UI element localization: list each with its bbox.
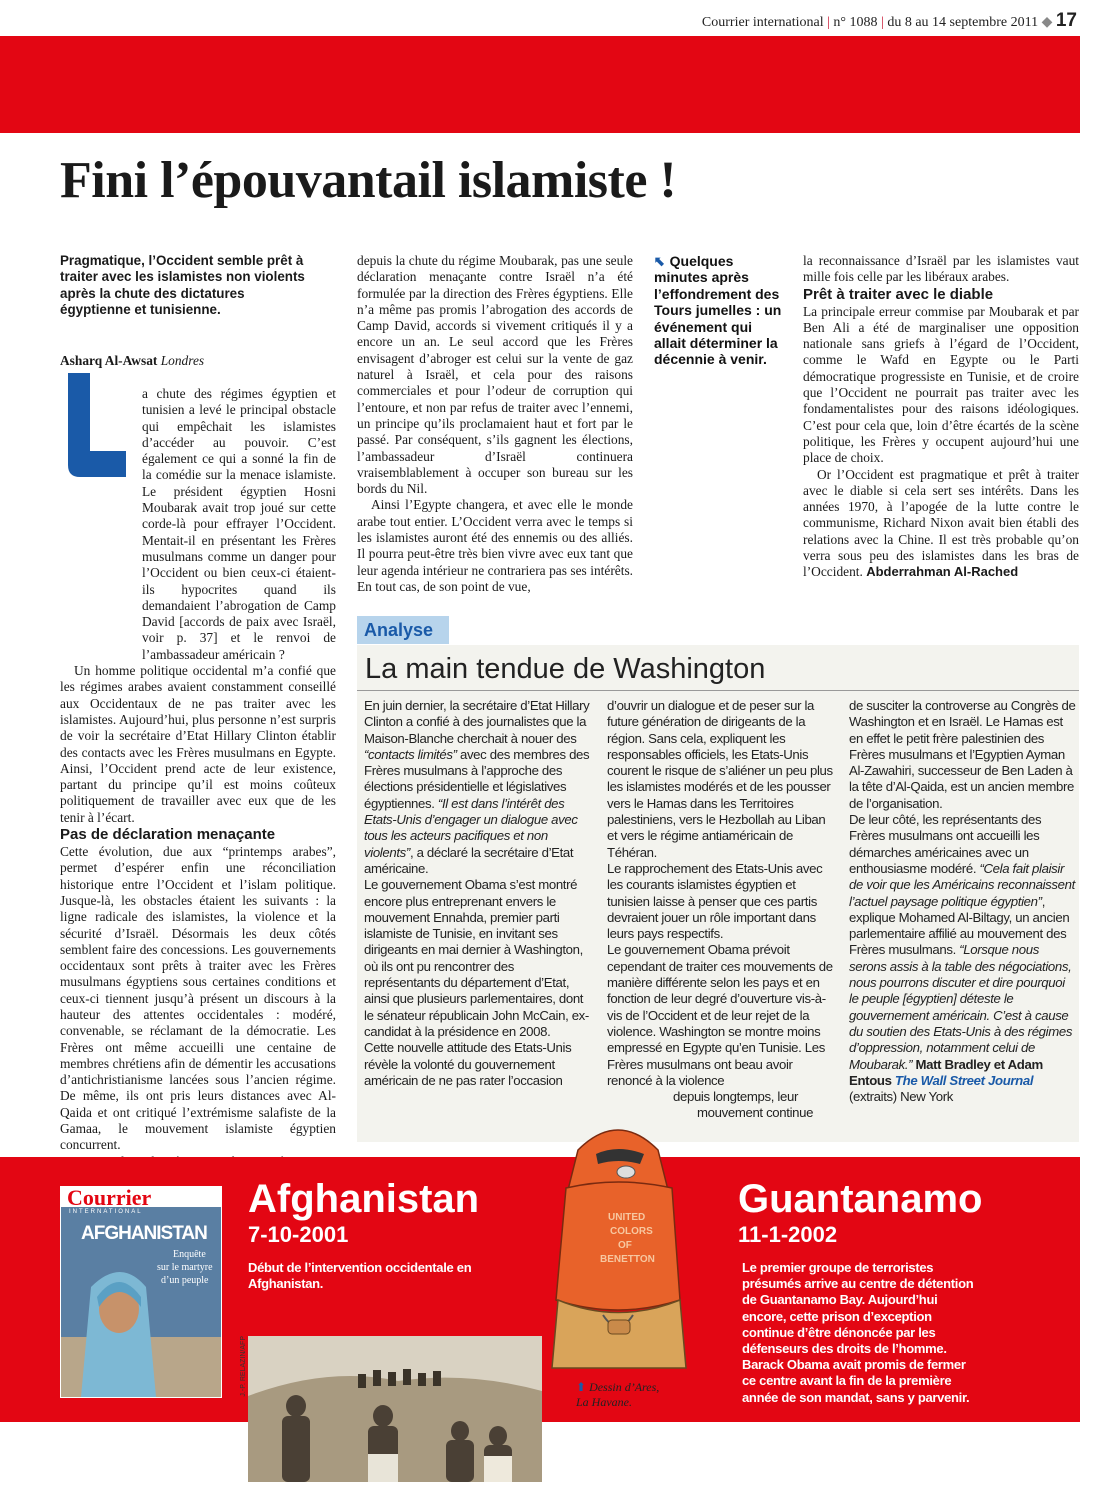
paragraph: De leur côté, les représentants des Frères musulmans ont accueilli les démarches américaines avec un enthousiasme modéré. “Cela fait plaisir de voir que les Américains reconnaissent l’actuel paysage politique égyptien”, explique Mohamed Al-Biltagy, un ancien parlementaire affilié au mouvement des Frères musulmans. “Lorsque nous serons assis à la table des négociations, nous pourrons discuter et dire pourquoi le peuple [égyptien] déteste le gouvernement américain. C’est à cause du soutien des Etats-Unis à des régimes d’oppression, notamment celui de Moubarak.” Matt Bradley et Adam Entous The Wall Street Journal (extraits) New York [849, 812, 1075, 1105]
analysis-title: La main tendue de Washington [365, 653, 766, 685]
event-title-guantanamo: Guantanamo [738, 1177, 983, 1221]
kneeling-prisoner-cartoon-icon [548, 1110, 688, 1380]
event-text-afghanistan: Début de l’intervention occidentale en Afghanistan. [248, 1260, 472, 1292]
paragraph: Or l’Occident est pragmatique et prêt à traiter avec le diable si cela sert ses intérêts. Dans les années 1970, à l’apogée de la lutte contre le communisme, Richard Nixon avait bien établi des relations avec la Chine. Il est très probable qu’on verra sous peu des islamistes dans les bras de l’Occident. Abderrahman Al-Rached [803, 466, 1079, 580]
paragraph: depuis la chute du régime Moubarak, pas une seule déclaration menaçante contre Israël n’a été formulée par la direction des Frères égyptiens. Elle n’a même pas promis l’abrogation des accords de Camp David, accords si vivement critiqués il y a encore un an. Le seul accord que les Frères envisagent d’abroger est celui sur la vente de gaz naturel à Israël, et cela pour des raisons commerciales et pour l’odeur de corruption qui l’entoure, et non par refus de traiter avec l’ennemi, un principe qu’ils proclamaient haut et fort par le passé. Par conséquent, s’ils gagnent les élections, l’ambassadeur d’Israël continuera vraisemblablement à occuper son bureau sur les bords du Nil. [357, 253, 633, 497]
soldiers-photo [248, 1336, 542, 1482]
paragraph: Le rapprochement des Etats-Unis avec les courants islamistes égyptien et tunisien laisse à penser que ces partis devraient jouer un rôle important dans leurs pays respectifs. [607, 860, 823, 942]
arrow-up-left-icon: ⬉ [654, 253, 666, 269]
issue-dates: du 8 au 14 septembre 2011 [887, 15, 1039, 30]
byline [60, 353, 318, 369]
event-text-guantanamo: Le premier groupe de terroristes présumés arrive au centre de détention de Guantanamo Bay. Aujourd’hui encore, cette prison d’exception continue d’être dénoncée par les défenseurs des droits de l’homme. Barack Obama avait promis de fermer ce centre avant la fin de la première année de son mandat, sans y parvenir. [742, 1260, 974, 1405]
veiled-woman-icon [61, 1247, 221, 1397]
cover-subbrand: INTERNATIONAL [69, 1209, 143, 1215]
shirt-text: UNITED [608, 1212, 646, 1223]
photo-credit: J.-P. RELAZIN/AFP [240, 1336, 247, 1397]
article-column-1 [60, 386, 336, 1186]
paragraph: depuis longtemps, leur [673, 1089, 798, 1105]
diamond-icon: ◆ [1041, 15, 1053, 30]
soldiers-illustration-icon [248, 1336, 542, 1482]
subheading: Prêt à traiter avec le diable [803, 285, 994, 303]
paragraph: mouvement continue [697, 1105, 814, 1121]
paragraph: Cette nouvelle attitude des Etats-Unis révèle la volonté du gouvernement américain de ne pas rater l’occasion [364, 1040, 572, 1088]
paragraph: d’ouvrir un dialogue et de peser sur la future génération de dirigeants de la région. Sans cela, expliquent les responsables officiels, les Etats-Unis courent le risque de s’aliéner un peu plus les islamistes modérés et de les pousser vers le Hamas dans les Territoires palestiniens, vers le Hezbollah au Liban et vers le régime antiaméricain de Téhéran. [607, 698, 833, 860]
shirt-text: OF [618, 1240, 632, 1251]
cover-tag: d’un peuple [161, 1275, 209, 1286]
byline-source: Asharq Al-Awsat [60, 353, 158, 368]
byline-city: Londres [160, 353, 205, 368]
article-column-4 [803, 253, 1079, 581]
page-header: Courrier international | n° 1088 | du 8 au 14 septembre 2011 ◆ 17 [701, 10, 1077, 31]
publication-name: Courrier international [701, 15, 824, 30]
shirt-text: BENETTON [600, 1254, 655, 1265]
magazine-cover-image [60, 1186, 222, 1398]
paragraph: a chute des régimes égyptien et tunisien a levé le principal obstacle qui empêchait les islamistes d’accéder au pouvoir. C’est également ce qui a sonné la fin de la comédie sur la menace islamiste. Le président égyptien Hosni Moubarak avait trop joué sur cette corde-là pour effrayer l’Occident. Mentait-il en présentant les Frères musulmans comme un danger pour l’Occident ou bien ceux-ci étaient-ils hypocrites quand ils demandaient l’abrogation de Camp David [accords de paix avec Israël, voir p. 37] et le renvoi de l’ambassadeur américain ? [142, 386, 336, 662]
cover-brand: Courrier [67, 1186, 152, 1210]
cover-tag: sur le martyre [157, 1262, 213, 1273]
photo-caption-quote [654, 253, 784, 368]
cover-tag: Enquête [173, 1249, 206, 1260]
cartoon-caption: ⬆ Dessin d’Ares, La Havane. [576, 1380, 660, 1409]
event-title-afghanistan: Afghanistan [248, 1177, 480, 1221]
source-name: The Wall Street Journal [894, 1072, 1034, 1088]
paragraph: la reconnaissance d’Israël par les islamistes vaut mille fois celle par les libéraux arabes. [803, 253, 1079, 285]
quote-text: Quelques minutes après l’effondrement des Tours jumelles : un événement qui allait déterminer la décennie à venir. [654, 253, 782, 368]
top-red-band [0, 36, 1080, 133]
paragraph: En juin dernier, la secrétaire d’Etat Hillary Clinton a confié à des journalistes que la Maison-Blanche cherchait à nouer des “contacts limités” avec des membres des Frères musulmans à l’approche des élections présidentielle et législatives égyptiennes. “Il est dans l’intérêt des Etats-Unis d’engager un dialogue avec tous les acteurs pacifiques et non violents”, a déclaré la secrétaire d’Etat américaine. [364, 698, 590, 876]
headline: Fini l’épouvantail islamiste ! [60, 152, 677, 209]
author-signature: Abderrahman Al-Rached [866, 564, 1019, 580]
shirt-text: COLORS [610, 1226, 653, 1237]
analysis-column-2 [607, 698, 833, 1122]
subheading: Pas de déclaration menaçante [60, 826, 276, 844]
paragraph: Le gouvernement Obama s’est montré encore plus entreprenant envers le mouvement Ennahda, premier parti islamiste de Tunisie, en invitant ses dirigeants en mai dernier à Washington, où ils ont pu rencontrer des représentants du département d’Etat, ainsi que plusieurs parlementaires, dont le sénateur républicain John McCain, ex-candidat à la présidence en 2008. [364, 877, 589, 1039]
article-column-2 [357, 253, 633, 595]
paragraph: Ainsi l’Egypte changera, et avec elle le monde arabe tout entier. L’Occident verra avec le temps si les islamistes auront été des ennemis ou des alliés. Il pourra peut-être très bien vivre avec eux tant que leur agenda intérieur ne contrariera pas ses intérêts. En tout cas, de son point de vue, [357, 497, 633, 594]
arrow-up-icon: ⬆ [576, 1380, 587, 1394]
paragraph: de susciter la controverse au Congrès de Washington et en Israël. Le Hamas est en effet le petit frère palestinien des Frères musulmans et l’Egyptien Ayman Al-Zawahiri, successeur de Ben Laden à la tête d’Al-Qaida, est un ancien membre de l’organisation. [849, 698, 1076, 811]
paragraph: La principale erreur commise par Moubarak et par Ben Ali a été de marginaliser une opposition nationale sans griefs à l’égard de l’Occident, comme le Wafd en Egypte ou le Parti démocratique progressiste en Tunisie, et de croire que l’Occident ne pourrait pas traiter avec les fondamentalistes pour des raisons idéologiques. C’est pour cela que, loin d’être écartés de la scène politique, les Frères y occupent aujourd’hui une place de choix. [803, 303, 1079, 466]
analysis-tag: Analyse [357, 616, 449, 644]
paragraph: Le gouvernement Obama prévoit cependant de traiter ces mouvements de manière différente selon les pays et en fonction de leur degré d’ouverture vis-à-vis de l’Occident et de leur rejet de la violence. Washington se montre moins empressé en Egypte qu’en Tunisie. Les Frères musulmans ont beau avoir renoncé à la violence [607, 942, 833, 1088]
divider [357, 690, 1079, 691]
analysis-column-3 [849, 698, 1077, 1105]
analysis-signature: Matt Bradley et Adam Entous [849, 1056, 1043, 1088]
analysis-column-1 [364, 698, 590, 1089]
event-date-guantanamo: 11-1-2002 [738, 1222, 838, 1247]
issue-number: n° 1088 [833, 15, 878, 30]
standfirst: Pragmatique, l’Occident semble prêt à traiter avec les islamistes non violents après la chute des dictatures égyptienne et tunisienne. [60, 253, 305, 317]
cover-title: AFGHANISTAN [81, 1223, 207, 1244]
page-number: 17 [1055, 10, 1077, 31]
paragraph: Cette évolution, due aux “printemps arabes”, permet d’espérer enfin une réconciliation historique entre l’Occident et l’islam politique. Jusque-là, les obstacles étaient les suivants : la ligne radicale des islamistes, la violence et la sécurité d’Israël. Désormais les deux côtés semblent faire des concessions. Les gouvernements occidentaux sont prêts à traiter avec les Frères musulmans égyptiens sous certaines conditions et ceux-ci tiennent jusqu’à présent un discours à la hauteur des attentes occidentales : modéré, convenable, se réclamant de la démocratie. Les Frères ont même accueilli une centaine de membres chrétiens afin de démentir les accusations d’antichristianisme lancées sous l’ancien régime. De même, ils ont pris leurs distances avec Al-Qaida et ont critiqué l’extrémisme salafiste de la Gamaa, le mouvement islamiste égyptien concurrent. [60, 844, 336, 1153]
paragraph: Un homme politique occidental m’a confié que les régimes arabes avaient constamment conseillé aux Occidentaux de ne pas traiter avec les islamistes. Aujourd’hui, plus personne n’est surpris de voir la secrétaire d’Etat Hillary Clinton établir des contacts avec les Frères musulmans en Egypte. Ainsi, l’Occident prend acte de leur existence, partant du principe qu’il est moins coûteux politiquement de travailler avec eux que de les tenir à l’écart. [60, 663, 336, 825]
event-date-afghanistan: 7-10-2001 [248, 1222, 349, 1247]
